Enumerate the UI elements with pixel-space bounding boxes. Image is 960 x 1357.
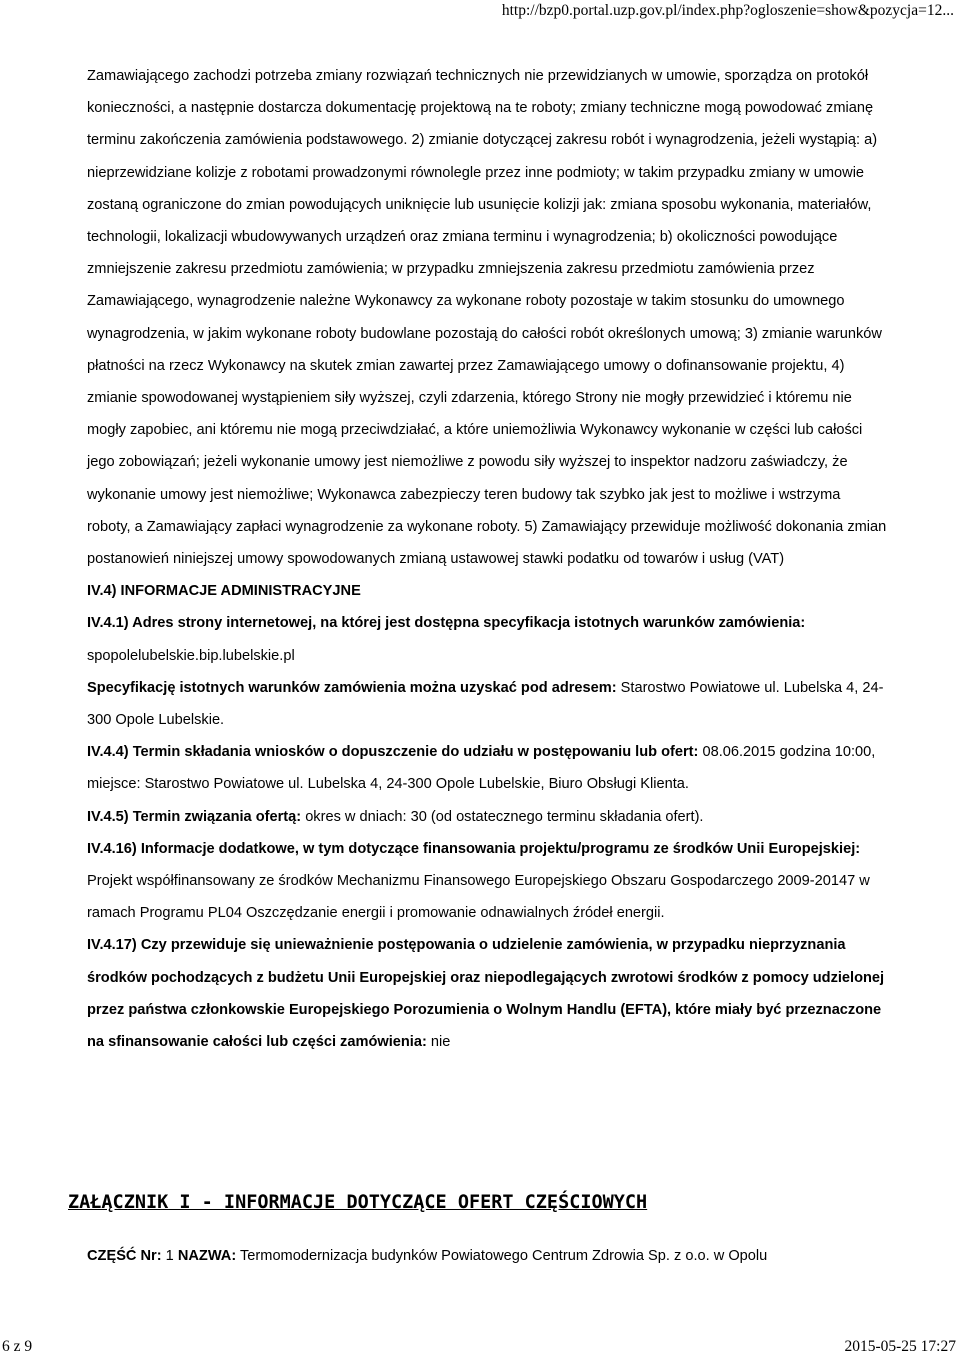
bid-validity-item [87,801,887,833]
annex-title: ZAŁĄCZNIK I - INFORMACJE DOTYCZĄCE OFERT CZĘŚCIOWYCH [68,1192,648,1213]
cancellation-label: IV.4.17) Czy przewiduje się unieważnienie postępowania o udzielenie zamówienia, w przypadku nieprzyznania środków pochodzących z budżetu Unii Europejskiej oraz niepodlegających zwrotowi środków z pomocy udzielonej przez państwa członkowskie Europejskiego Porozumienia o Wolnym Handlu (EFTA), które miały być przeznaczone na sfinansowanie całości lub części zamówienia: [87,937,885,1051]
part-number-label: CZĘŚĆ Nr: [87,1248,162,1264]
siwz-website-item [87,607,887,671]
submission-deadline-label: IV.4.4) Termin składania wniosków o dopuszczenie do udziału w postępowaniu lub ofert: [87,744,699,761]
submission-deadline-value: 08.06.2015 godzina 10:00, miejsce: Starostwo Powiatowe ul. Lubelska 4, 24-300 Opole Lubelskie, Biuro Obsługi Klienta. [87,744,876,793]
siwz-address-label: Specyfikację istotnych warunków zamówienia można uzyskać pod adresem: [87,679,617,696]
page-number: 6 z 9 [2,1338,33,1355]
bid-validity-label: IV.4.5) Termin związania ofertą: [87,808,302,825]
siwz-website-value: spopolelubelskie.bip.lubelskie.pl [87,647,295,664]
cancellation-item [87,929,887,1058]
siwz-address-item [87,672,887,736]
submission-deadline-item [87,736,887,800]
eu-funding-label: IV.4.16) Informacje dodatkowe, w tym dotyczące finansowania projektu/programu ze środków Unii Europejskiej: [87,840,861,857]
eu-funding-item [87,833,887,930]
part-name-value: Termomodernizacja budynków Powiatowego Centrum Zdrowia Sp. z o.o. w Opolu [240,1248,768,1264]
siwz-website-label: IV.4.1) Adres strony internetowej, na której jest dostępna specyfikacja istotnych warunków zamówienia: [87,615,806,632]
bid-validity-value: okres w dniach: 30 (od ostatecznego terminu składania ofert). [305,808,704,825]
part-name-label: NAZWA: [177,1248,237,1264]
print-datetime: 2015-05-25 17:27 [844,1338,956,1355]
annex-part-line [87,1240,947,1272]
siwz-address-value: Starostwo Powiatowe ul. Lubelska 4, 24-300 Opole Lubelskie. [87,679,884,729]
page-url-header: http://bzp0.portal.uzp.gov.pl/index.php?ogloszenie=show&pozycja=12... [501,2,954,19]
eu-funding-value: Projekt współfinansowany ze środków Mechanizmu Finansowego Europejskiego Obszaru Gospodarczego 2009-20147 w ramach Programu PL04 Oszczędzanie energii i promowanie odnawialnych źródeł energii. [87,873,870,922]
section-heading-administrative: IV.4) INFORMACJE ADMINISTRACYJNE [87,583,361,600]
part-number-value: 1 [165,1248,174,1264]
cancellation-value: nie [430,1034,451,1051]
amendment-conditions-paragraph: Zamawiającego zachodzi potrzeba zmiany rozwiązań technicznych nie przewidzianych w umowie, sporządza on protokół konieczności, a następnie dostarcza dokumentację projektową na te roboty; zmiany techniczne mogą powodować zmianę terminu zakończenia zamówienia podstawowego. 2) zmianie dotyczącej zakresu robót i wynagrodzenia, jeżeli wystąpią: a) nieprzewidziane kolizje z robotami prowadzonymi równolegle przez inne podmioty; w takim przypadku zmiany w umowie zostaną ograniczone do zmian powodujących uniknięcie lub usunięcie kolizji jak: zmiana sposobu wykonania, materiałów, technologii, lokalizacji wbudowywanych urządzeń oraz zmiana terminu i wynagrodzenia; b) okoliczności powodujące zmniejszenie zakresu przedmiotu zamówienia; w przypadku zmniejszenia zakresu przedmiotu zamówienia przez Zamawiającego, wynagrodzenie należne Wykonawcy za wykonane roboty pozostaje w takim stosunku do umownego wynagrodzenia, w jakim wykonane roboty budowlane pozostają do całości robót określonych umową; 3) zmianie warunków płatności na rzecz Wykonawcy na skutek zmian zawartej przez Zamawiającego umowy o dofinansowanie projektu, 4) zmianie spowodowanej wystąpieniem siły wyższej, czyli zdarzenia, którego Strony nie mogły przewidzieć i któremu nie mogły zapobiec, ani któremu nie mogą przeciwdziałać, a które uniemożliwia Wykonawcy wykonanie w części lub całości jego zobowiązań; jeżeli wykonanie umowy jest niemożliwe z powodu siły wyższej to inspektor nadzoru zaświadczy, że wykonanie umowy jest niemożliwe; Wykonawca zabezpieczy teren budowy tak szybko jak jest to możliwe i wstrzyma roboty, a Zamawiający zapłaci wynagrodzenie za wykonane roboty. 5) Zamawiający przewiduje możliwość dokonania zmian postanowień niniejszej umowy spowodowanych zmianą ustawowej stawki podatku od towarów i usług (VAT) [87,68,887,568]
document-body [87,60,887,1058]
